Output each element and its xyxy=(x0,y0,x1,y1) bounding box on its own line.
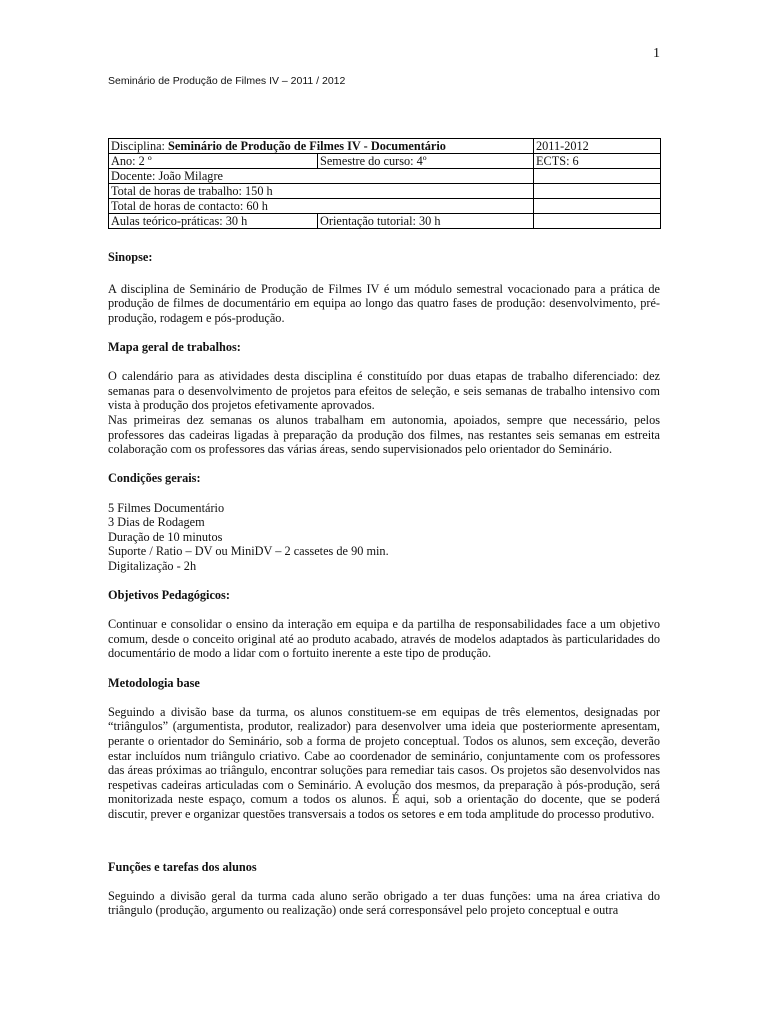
funcoes-heading: Funções e tarefas dos alunos xyxy=(108,859,257,874)
list-item: Duração de 10 minutos xyxy=(108,529,223,544)
list-item: 5 Filmes Documentário xyxy=(108,500,225,515)
disciplina-value: Seminário de Produção de Filmes IV - Documentário xyxy=(168,139,446,153)
table-row xyxy=(109,169,661,184)
docente-cell: Docente: João Milagre xyxy=(109,169,534,184)
aulas-cell: Aulas teórico-práticas: 30 h xyxy=(109,214,318,229)
table-row xyxy=(109,184,661,199)
sinopse-paragraph: A disciplina de Seminário de Produção de Filmes IV é um módulo semestral vocacionado para a prática de produção de filmes de documentário em equipa ao longo das quatro fases de produção: desenvolvimento, pré-produção, rodagem e pós-produção. xyxy=(108,281,660,325)
condicoes-heading: Condições gerais: xyxy=(108,471,201,486)
empty-cell xyxy=(534,184,661,199)
table-row xyxy=(109,139,661,154)
table-row xyxy=(109,214,661,229)
list-item: 3 Dias de Rodagem xyxy=(108,515,205,530)
mapa-heading: Mapa geral de trabalhos: xyxy=(108,339,241,354)
list-item: Digitalização - 2h xyxy=(108,558,197,573)
year-cell: 2011-2012 xyxy=(534,139,661,154)
horas-contacto-cell: Total de horas de contacto: 60 h xyxy=(109,199,534,214)
list-item: Suporte / Ratio – DV ou MiniDV – 2 cassetes de 90 min. xyxy=(108,544,389,559)
sinopse-heading: Sinopse: xyxy=(108,250,153,264)
metodologia-paragraph: Seguindo a divisão base da turma, os alunos constituem-se em equipas de três elementos, designadas por “triângulos” (argumentista, produtor, realizador) para desenvolver uma ideia que posteriormente apresentam, perante o orientador do Seminário, sob a forma de projeto conceptual. Todos os alunos, sem exceção, deverão estar incluídos num triângulo criativo. Cabe ao coordenador de seminário, conjuntamente com os professores das áreas próximas ao triângulo, encontrar soluções para remediar tais casos. Os projetos são desenvolvidos nas respetivas cadeiras articuladas com o Seminário. A evolução dos mesmos, da preparação à pós-produção, será monitorizada neste espaço, comum a todos os alunos. É aqui, sob a orientação do docente, que se poderá discutir, prever e organizar questões transversais a todos os setores e em toda amplitude do processo produtivo. xyxy=(108,704,660,821)
disciplina-cell xyxy=(109,139,534,154)
page-number: 1 xyxy=(653,46,660,61)
ects-cell: ECTS: 6 xyxy=(534,154,661,169)
objetivos-heading: Objetivos Pedagógicos: xyxy=(108,588,230,603)
horas-trabalho-cell: Total de horas de trabalho: 150 h xyxy=(109,184,534,199)
running-header: Seminário de Produção de Filmes IV – 2011 / 2012 xyxy=(108,75,346,87)
course-info-table xyxy=(108,138,661,229)
table-row xyxy=(109,199,661,214)
funcoes-paragraph: Seguindo a divisão geral da turma cada aluno serão obrigado a ter duas funções: uma na área criativa do triângulo (produção, argumento ou realização) onde será corresponsável pelo projeto conceptual e outra xyxy=(108,888,660,918)
orientacao-cell: Orientação tutorial: 30 h xyxy=(318,214,534,229)
semestre-cell: Semestre do curso: 4º xyxy=(318,154,534,169)
objetivos-paragraph: Continuar e consolidar o ensino da interação em equipa e da partilha de responsabilidades face a um objetivo comum, desde o conceito original até ao produto acabado, através de modelos adaptados às particularidades do documentário de modo a lidar com o fortuito inerente a este tipo de produção. xyxy=(108,617,660,661)
empty-cell xyxy=(534,199,661,214)
empty-cell xyxy=(534,169,661,184)
table-row xyxy=(109,154,661,169)
document-body xyxy=(108,250,660,918)
empty-cell xyxy=(534,214,661,229)
mapa-paragraph-2: Nas primeiras dez semanas os alunos trabalham em autonomia, apoiados, sempre que necessário, pelos professores das cadeiras ligadas à preparação da produção dos filmes, nas restantes seis semanas em estreita colaboração com os professores das várias áreas, sendo supervisionados pelo orientador do Seminário. xyxy=(108,412,660,457)
disciplina-label: Disciplina: xyxy=(111,139,169,153)
mapa-paragraph-1: O calendário para as atividades desta disciplina é constituído por duas etapas de trabalho diferenciado: dez semanas para o desenvolvimento de projetos para efeitos de seleção, e seis semanas de trabalho intensivo com vista à produção dos projetos efetivamente aprovados. xyxy=(108,369,660,413)
metodologia-heading: Metodologia base xyxy=(108,675,200,690)
ano-cell: Ano: 2 º xyxy=(109,154,318,169)
